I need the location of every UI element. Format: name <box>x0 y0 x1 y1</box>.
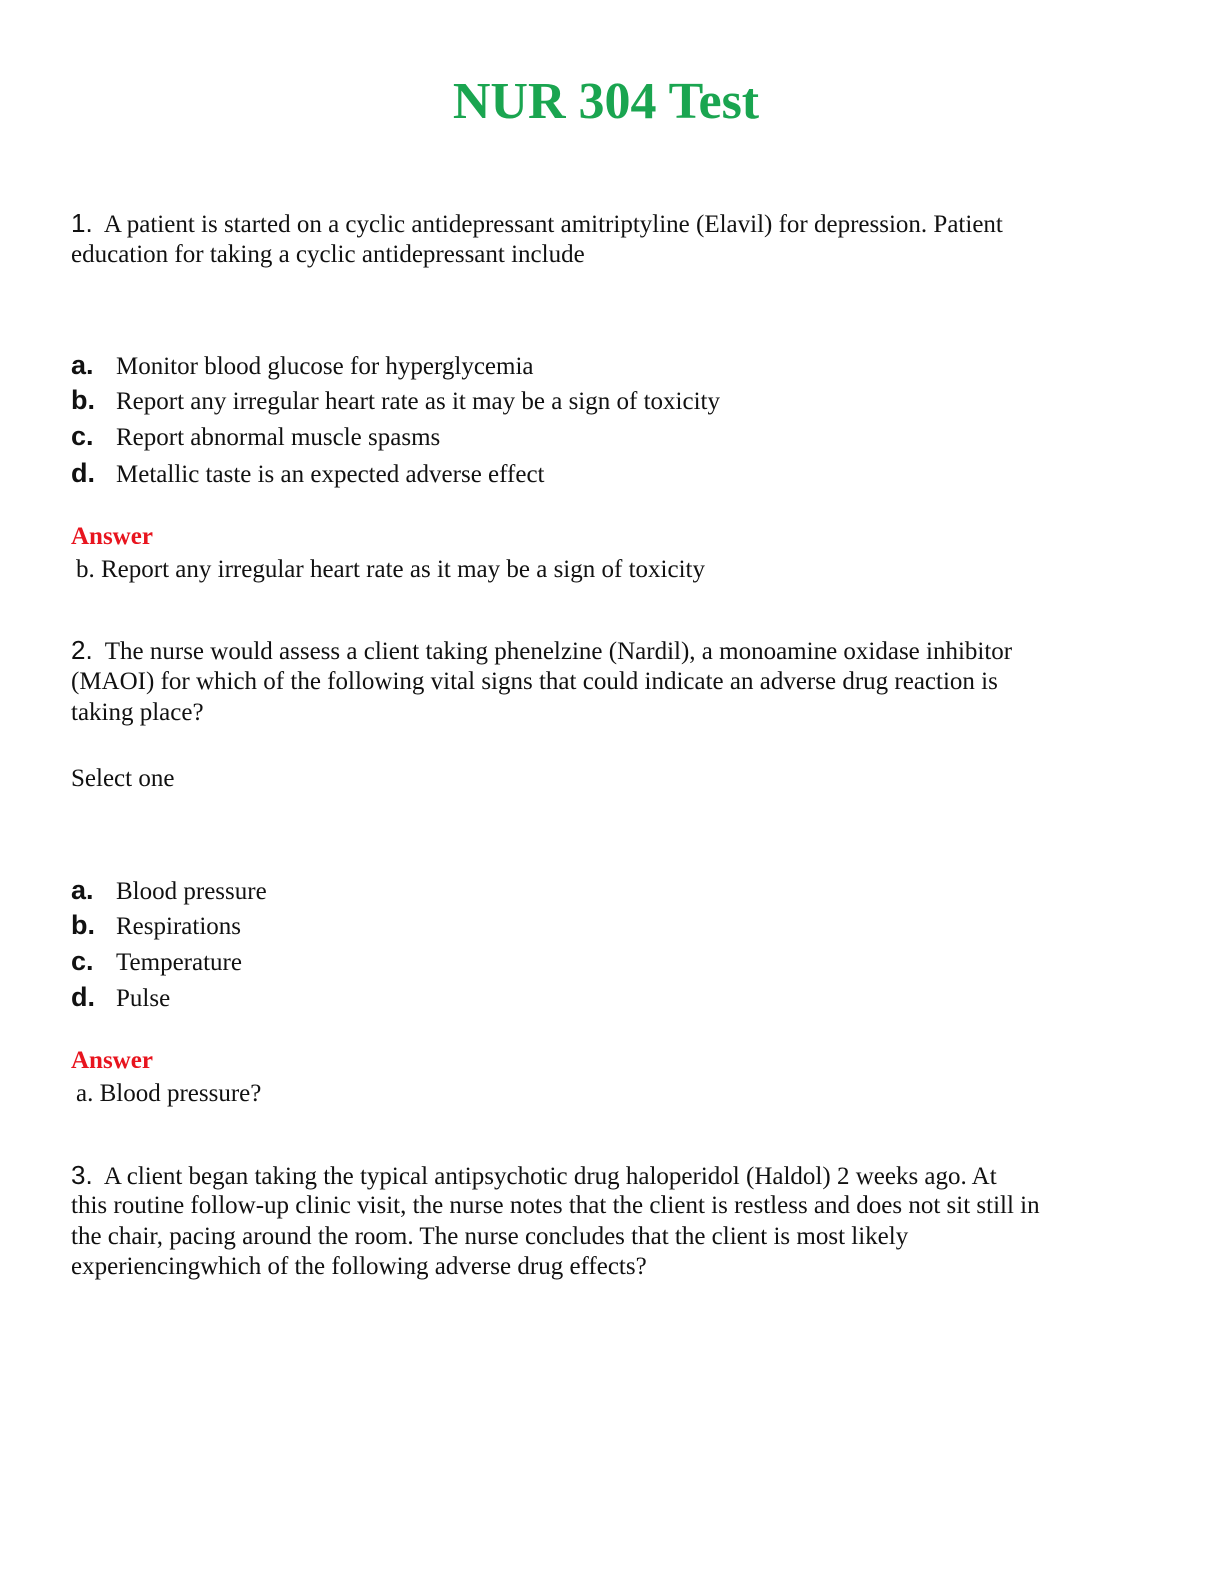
question-1-line-1 <box>71 208 1003 240</box>
question-3-line-4: experiencingwhich of the following adverse drug effects? <box>71 1253 647 1280</box>
option-1a <box>71 350 534 382</box>
option-letter: b. <box>71 385 95 415</box>
question-text: The nurse would assess a client taking phenelzine (Nardil), a monoamine oxidase inhibitor <box>104 638 1013 665</box>
option-letter: a. <box>71 875 94 905</box>
answer-label-1: Answer <box>71 523 153 550</box>
answer-label-2: Answer <box>71 1047 153 1074</box>
select-one-prompt: Select one <box>71 765 175 792</box>
option-text: Blood pressure <box>116 878 267 905</box>
option-1c <box>71 421 440 453</box>
option-letter: b. <box>71 910 95 940</box>
option-text: Respirations <box>116 913 241 940</box>
document-title: NUR 304 Test <box>452 73 760 130</box>
option-2d <box>71 982 170 1014</box>
option-2b <box>71 910 241 942</box>
option-1b <box>71 385 720 417</box>
answer-text-1: b. Report any irregular heart rate as it may be a sign of toxicity <box>76 556 705 583</box>
question-3-line-2: this routine follow-up clinic visit, the nurse notes that the client is restless and does not sit still in <box>71 1192 1040 1219</box>
option-text: Report any irregular heart rate as it may be a sign of toxicity <box>116 388 720 415</box>
option-letter: c. <box>71 421 94 451</box>
question-3-line-3: the chair, pacing around the room. The nurse concludes that the client is most likely <box>71 1223 909 1250</box>
question-number: 3. <box>71 1160 93 1190</box>
option-2a <box>71 875 267 907</box>
option-letter: a. <box>71 350 94 380</box>
question-2-line-2: (MAOI) for which of the following vital signs that could indicate an adverse drug reaction is <box>71 668 998 695</box>
option-letter: d. <box>71 458 95 488</box>
question-2-line-3: taking place? <box>71 699 204 726</box>
question-2-line-1 <box>71 635 1012 667</box>
option-letter: d. <box>71 982 95 1012</box>
option-text: Metallic taste is an expected adverse effect <box>116 461 545 488</box>
option-text: Temperature <box>116 949 242 976</box>
option-2c <box>71 946 242 978</box>
question-number: 2. <box>71 635 93 665</box>
question-3-line-1 <box>71 1160 997 1192</box>
question-number: 1. <box>71 208 93 238</box>
option-1d <box>71 458 545 490</box>
question-text: A patient is started on a cyclic antidepressant amitriptyline (Elavil) for depression. Patient <box>103 211 1003 238</box>
answer-text-2: a. Blood pressure? <box>76 1080 262 1107</box>
option-text: Report abnormal muscle spasms <box>116 424 441 451</box>
option-text: Pulse <box>116 985 171 1012</box>
option-text: Monitor blood glucose for hyperglycemia <box>116 353 534 380</box>
option-letter: c. <box>71 946 94 976</box>
question-1-line-2: education for taking a cyclic antidepressant include <box>71 241 585 268</box>
question-text: A client began taking the typical antipsychotic drug haloperidol (Haldol) 2 weeks ago. At <box>103 1163 997 1190</box>
